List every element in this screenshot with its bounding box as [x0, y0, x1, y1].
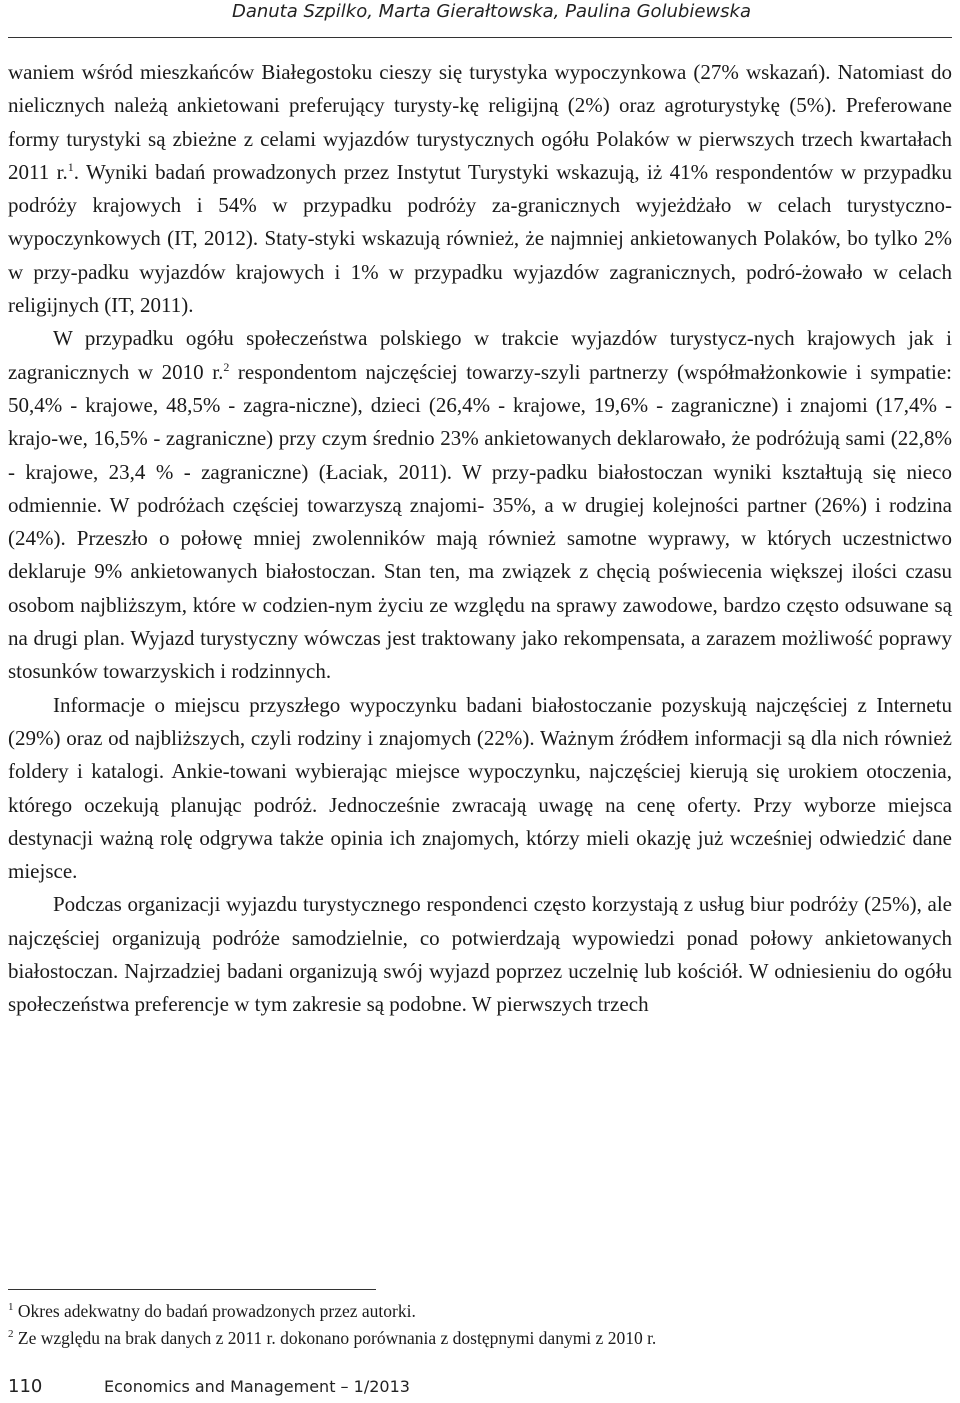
footnote-1: [8, 1298, 952, 1325]
paragraph-3-text: Informacje o miejscu przyszłego wypoczynku badani białostoczanie pozyskują najczęściej z Internetu (29%) oraz od najbliższych, czyli rodziny i znajomych (22%). Ważnym źródłem informacji są dla nich również foldery i katalogi. Ankie-towani wybierając miejsce wypoczynku, najczęściej kierują się urokiem otoczenia, którego oczekują planując podróż. Jednocześnie zwracają uwagę na cenę oferty. Przy wyborze miejsca destynacji ważną rolę odgrywa także opinia ich znajomych, którzy mieli okazję już wcześniej odwiedzić dane miejsce.: [8, 692, 952, 884]
header-authors: Danuta Szpilko, Marta Gierałtowska, Paulina Golubiewska: [231, 1, 751, 22]
paragraph-4-text: Podczas organizacji wyjazdu turystycznego respondenci często korzystają z usług biur podróży (25%), ale najczęściej organizują podróże samodzielnie, co potwierdzają wypowiedzi ponad połowy ankietowanych białostoczan. Najrzadziej badani organizują swój wyjazd poprzez uczelnię lub kościół. W odniesieniu do ogółu społeczeństwa preferencje w tym zakresie są podobne. W pierwszych trzech: [8, 892, 952, 1017]
footnote-marker-2: 2: [8, 1328, 14, 1341]
footnotes: [8, 1298, 952, 1352]
footnote-separator: [8, 1289, 376, 1290]
paragraph-1-text-a: waniem wśród mieszkańców Białegostoku cieszy się turystyka wypoczynkowa (27% wskazań). Natomiast do nielicznych należą ankietowani preferujący turysty-kę religijną (2%) oraz agroturystykę (5%). Preferowane formy turystyki są zbieżne z celami wyjazdów turystycznych ogółu Polaków w pierwszych trzech kwartałach 2011 r.: [8, 60, 952, 184]
paragraph-1-text-b: . Wyniki badań prowadzonych przez Instytut Turystyki wskazują, iż 41% respondentów w przypadku podróży krajowych i 54% w przypadku podróży za-granicznych wyjeżdżało w celach turystyczno-wypoczynkowych (IT, 2012). Staty-styki wskazują również, że najmniej ankietowanych Polaków, bo tylko 2% w przy-padku wyjazdów krajowych i 1% w przypadku wyjazdów zagranicznych, podró-żowało w celach religijnych (IT, 2011).: [8, 159, 952, 318]
paragraph-2: [8, 322, 952, 688]
footnote-2: [8, 1325, 952, 1352]
body-text: [8, 56, 952, 1022]
footnote-ref-2[interactable]: 2: [223, 359, 230, 374]
paragraph-2-text-b: respondentom najczęściej towarzy-szyli partnerzy (współmałżonkowie i sympatie: 50,4% - krajowe, 48,5% - zagra-niczne), dzieci (26,4% - krajowe, 19,6% - zagraniczne) i znajomi (17,4% - krajo-we, 16,5% - zagraniczne) przy czym średnio 23% ankietowanych deklarowało, że podróżują sami (22,8% - krajowe, 23,4 % - zagraniczne) (Łaciak, 2011). W przy-padku białostoczan wyniki kształtują się nieco odmiennie. W podróżach częściej towarzyszą znajomi- 35%, a w drugiej kolejności partner (26%) i rodzina (24%). Przeszło o połowę mniej zwolenników mają również samotne wyprawy, w których uczestnictwo deklaruje 9% ankietowanych białostoczan. Stan ten, ma związek z chęcią poświecenia większej ilości czasu osobom najbliższym, które w codzien-nym życiu ze względu na sprawy zawodowe, bardzo często odsuwane są na drugi plan. Wyjazd turystyczny wówczas jest traktowany jako rekompensata, a zarazem możliwość poprawy stosunków towarzyskich i rodzinnych.: [8, 359, 952, 684]
footnote-text-2: Ze względu na brak danych z 2011 r. dokonano porównania z dostępnymi danymi z 2010 r.: [13, 1328, 657, 1348]
page-footer: [8, 1377, 410, 1397]
page-number: 110: [8, 1376, 43, 1397]
paragraph-4: [8, 888, 952, 1021]
running-header: [0, 0, 960, 40]
header-rule: [8, 37, 952, 38]
footnote-marker-1: 1: [8, 1301, 14, 1314]
paragraph-1: [8, 56, 952, 322]
paragraph-2-text-a: W przypadku ogółu społeczeństwa polskiego w trakcie wyjazdów turystycz-nych krajowych jak i zagranicznych w 2010 r.: [8, 326, 952, 384]
paragraph-3: [8, 689, 952, 889]
footnote-ref-1[interactable]: 1: [67, 159, 74, 174]
journal-name: Economics and Management – 1/2013: [104, 1377, 410, 1396]
footnote-text-1: Okres adekwatny do badań prowadzonych przez autorki.: [13, 1301, 416, 1321]
